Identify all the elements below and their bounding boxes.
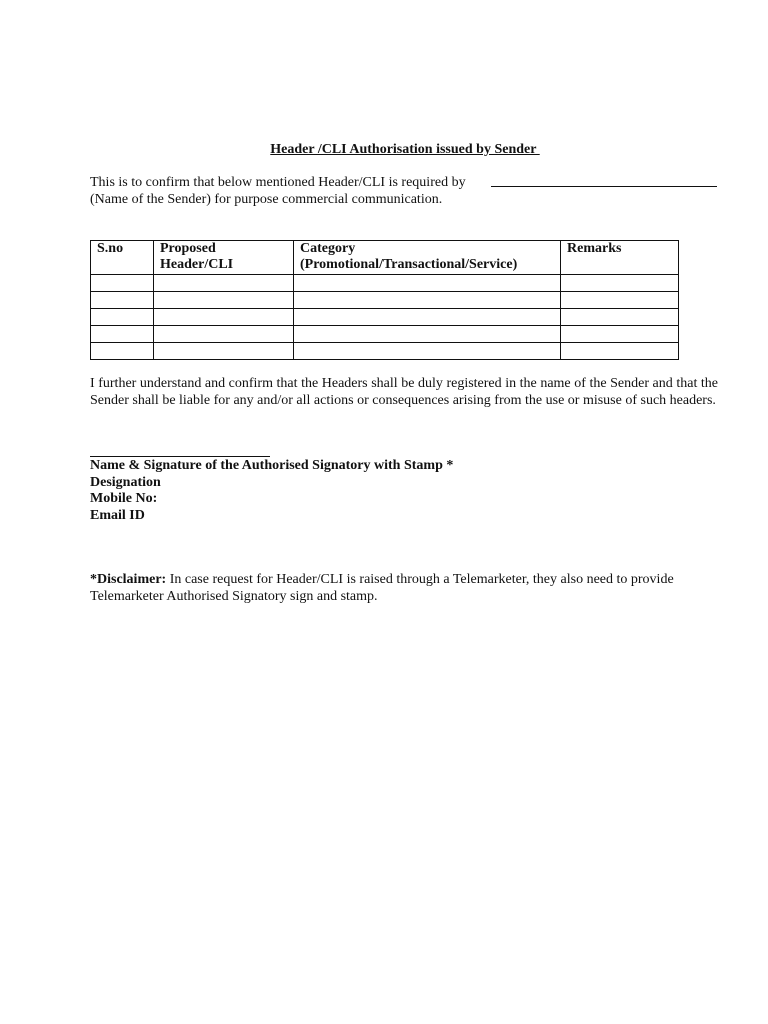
table-cell[interactable]: [154, 275, 294, 292]
header-cli-table: [90, 240, 679, 360]
table-cell[interactable]: [91, 309, 154, 326]
table-row: [91, 326, 679, 343]
table-row: [91, 343, 679, 360]
table-cell[interactable]: [154, 326, 294, 343]
designation-label: Designation: [90, 474, 161, 490]
email-label: Email ID: [90, 507, 145, 523]
table-cell[interactable]: [294, 309, 561, 326]
table-cell[interactable]: [91, 326, 154, 343]
table-cell[interactable]: [154, 292, 294, 309]
table-cell[interactable]: [91, 292, 154, 309]
column-header-sno: S.no: [91, 241, 154, 275]
signature-block: [90, 458, 453, 524]
table-cell[interactable]: [294, 326, 561, 343]
column-header-remarks: Remarks: [561, 241, 679, 275]
table-cell[interactable]: [561, 309, 679, 326]
intro-text: This is to confirm that below mentioned Header/CLI is required by: [90, 175, 466, 190]
table-row: [91, 292, 679, 309]
document-title: Header /CLI Authorisation issued by Sender: [270, 142, 540, 157]
table-row: [91, 275, 679, 292]
sender-name-blank: [491, 174, 717, 187]
intro-paragraph: [90, 174, 717, 208]
mobile-label: Mobile No:: [90, 491, 158, 506]
table-cell[interactable]: [154, 343, 294, 360]
disclaimer-text: In case request for Header/CLI is raised through a Telemarketer, they also need to provide Telemarketer Authorised Signatory sign and stamp.: [90, 572, 674, 604]
column-header-category: Category (Promotional/Transactional/Service): [294, 241, 561, 275]
table-row: [91, 309, 679, 326]
table-cell[interactable]: [561, 275, 679, 292]
table-cell[interactable]: [294, 275, 561, 292]
signatory-name-label: Name & Signature of the Authorised Signatory with Stamp *: [90, 458, 454, 473]
intro-line-1: [90, 174, 717, 191]
confirmation-paragraph: I further understand and confirm that the Headers shall be duly registered in the name of the Sender and that the Sender shall be liable for any and/or all actions or consequences arising from the use or misuse of such headers.: [90, 376, 718, 408]
table-cell[interactable]: [294, 292, 561, 309]
table-cell[interactable]: [561, 343, 679, 360]
table-cell[interactable]: [91, 343, 154, 360]
column-header-proposed-header: Proposed Header/CLI: [154, 241, 294, 275]
table-cell[interactable]: [561, 326, 679, 343]
disclaimer-paragraph: [90, 571, 690, 605]
table-cell[interactable]: [91, 275, 154, 292]
table-cell[interactable]: [294, 343, 561, 360]
disclaimer-label: *Disclaimer:: [90, 572, 167, 587]
table-header-row: [91, 241, 679, 275]
table-cell[interactable]: [561, 292, 679, 309]
table-cell[interactable]: [154, 309, 294, 326]
intro-line-2: (Name of the Sender) for purpose commercial communication.: [90, 192, 443, 207]
signature-line: [90, 456, 270, 457]
